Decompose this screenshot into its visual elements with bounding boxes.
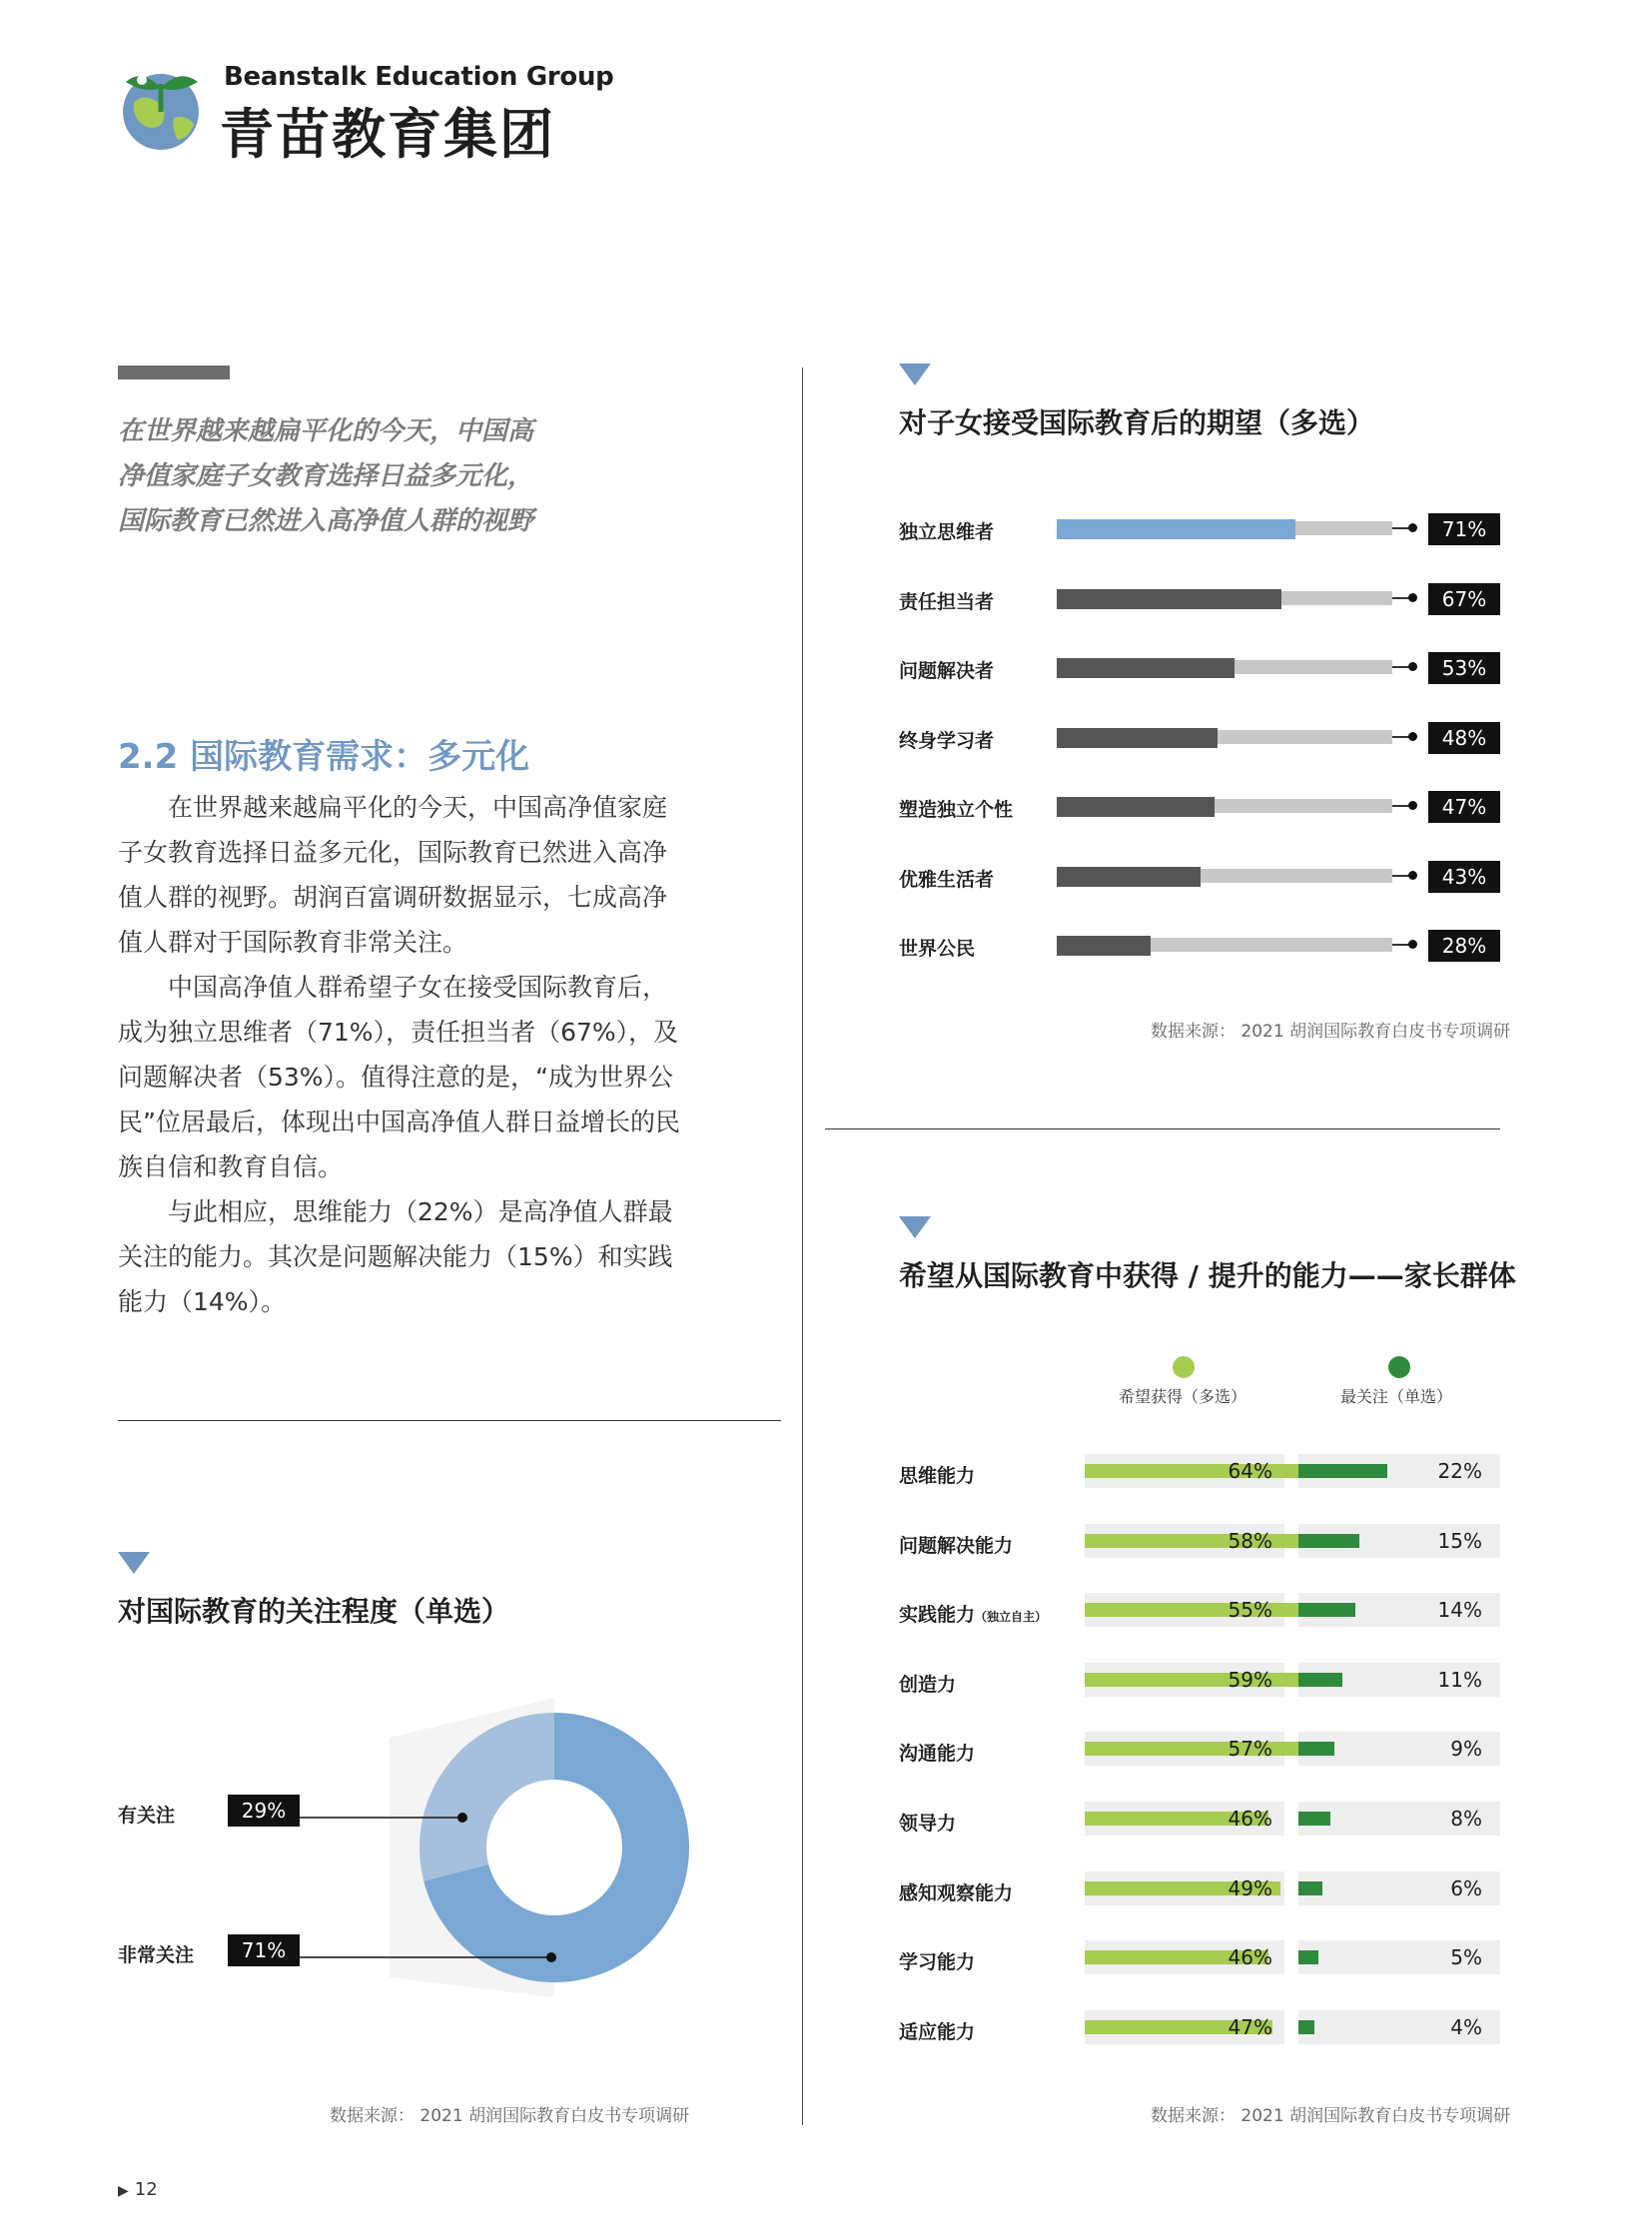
bar-value-series-2: 15% bbox=[1437, 1528, 1482, 1553]
bar-track bbox=[1057, 869, 1392, 883]
bar-label-text: 思维能力 bbox=[899, 1465, 976, 1487]
section-title: 2.2 国际教育需求：多元化 bbox=[118, 737, 530, 777]
bar-series-2 bbox=[1298, 1742, 1334, 1756]
bar-series-2 bbox=[1298, 1881, 1322, 1895]
donut-hole bbox=[486, 1780, 622, 1915]
bar-label: 世界公民 bbox=[899, 938, 976, 960]
legend-label-最关注: 最关注（单选） bbox=[1340, 1387, 1453, 1406]
bar-row bbox=[899, 1593, 1500, 1627]
bar-label: 独立思维者 bbox=[899, 521, 995, 543]
page-number-value: 12 bbox=[134, 2179, 158, 2200]
bar-track bbox=[1057, 730, 1392, 744]
bar-value-series-1: 49% bbox=[1228, 1875, 1272, 1900]
bar-label bbox=[899, 1947, 975, 1974]
bar-label bbox=[899, 1461, 975, 1488]
bar-value-label: 47% bbox=[1428, 791, 1500, 823]
bar-series-2 bbox=[1298, 1464, 1387, 1478]
bar-label-text: 沟通能力 bbox=[899, 1743, 976, 1766]
divider bbox=[118, 1420, 781, 1421]
brand-logo-icon bbox=[116, 62, 206, 152]
brand-name-english: Beanstalk Education Group bbox=[224, 62, 614, 92]
bar-value-series-1: 59% bbox=[1228, 1667, 1272, 1692]
legend-swatch-希望获得 bbox=[1173, 1356, 1195, 1378]
bar-value-label: 53% bbox=[1428, 652, 1500, 684]
leader-dot bbox=[1408, 871, 1417, 880]
bar-row bbox=[899, 1871, 1500, 1905]
bar-track bbox=[1057, 938, 1392, 952]
bar-value-series-2: 8% bbox=[1450, 1807, 1482, 1831]
bar-label bbox=[899, 1878, 1013, 1905]
bar-label bbox=[899, 1531, 1013, 1558]
bar bbox=[1057, 936, 1151, 956]
bar-track-series-2 bbox=[1298, 1940, 1500, 1974]
bar-value-series-2: 14% bbox=[1437, 1598, 1482, 1623]
paragraph: 与此相应，思维能力（22%）是高净值人群最关注的能力。其次是问题解决能力（15%）和实践能力（14%）。 bbox=[118, 1197, 673, 1316]
bar-label-text: 问题解决能力 bbox=[899, 1534, 1014, 1557]
bar-label-text: 感知观察能力 bbox=[899, 1881, 1014, 1904]
bar-track-series-2 bbox=[1298, 2010, 1500, 2044]
bar-value-series-1: 46% bbox=[1228, 1945, 1272, 1970]
leader-dot bbox=[1408, 801, 1417, 810]
bar-series-1 bbox=[1085, 1534, 1316, 1548]
donut-label-非常关注: 非常关注 bbox=[118, 1944, 195, 1966]
bar-row bbox=[899, 2010, 1500, 2044]
bar-value-series-1: 47% bbox=[1228, 2014, 1272, 2039]
triangle-marker-icon bbox=[118, 1552, 150, 1574]
bar-series-1 bbox=[1085, 1742, 1312, 1756]
bar-track-series-2 bbox=[1298, 1732, 1500, 1766]
bar-label: 优雅生活者 bbox=[899, 868, 995, 891]
bar-row bbox=[899, 583, 1500, 615]
divider bbox=[825, 1128, 1500, 1129]
column-divider bbox=[802, 368, 803, 2125]
bar-label: 责任担当者 bbox=[899, 590, 995, 613]
bar-value-series-2: 5% bbox=[1450, 1945, 1482, 1970]
bar-track bbox=[1057, 521, 1392, 535]
leader-dot-非常关注 bbox=[546, 1952, 556, 1962]
bar-row bbox=[899, 861, 1500, 893]
bar-label-text: 学习能力 bbox=[899, 1951, 976, 1974]
bar-row bbox=[899, 791, 1500, 823]
bar-value-series-1: 55% bbox=[1228, 1598, 1272, 1623]
pull-quote: 在世界越来越扁平化的今天，中国高净值家庭子女教育选择日益多元化，国际教育已然进入高净值人群的视野 bbox=[118, 416, 534, 536]
bar-row bbox=[899, 930, 1500, 962]
bar-row bbox=[899, 722, 1500, 754]
bar-track-series-2 bbox=[1298, 1593, 1500, 1627]
bar-label-text: 适应能力 bbox=[899, 2020, 976, 2043]
bar-row bbox=[899, 1663, 1500, 1697]
bar-value-series-1: 57% bbox=[1228, 1737, 1272, 1762]
bar-track bbox=[1057, 660, 1392, 674]
legend-swatch-最关注 bbox=[1388, 1356, 1410, 1378]
leader-dot bbox=[1408, 732, 1417, 741]
bar-label bbox=[899, 1809, 956, 1836]
donut-source: 数据来源： 2021 胡润国际教育白皮书专项调研 bbox=[330, 2106, 690, 2126]
leader-dot bbox=[1408, 593, 1417, 602]
bar-label-text: 领导力 bbox=[899, 1813, 957, 1835]
bar-track bbox=[1057, 799, 1392, 813]
bar-row bbox=[899, 1732, 1500, 1766]
donut-label-有关注: 有关注 bbox=[118, 1805, 176, 1827]
bar-value-series-1: 58% bbox=[1228, 1528, 1272, 1553]
bar-label-note: （独立自主） bbox=[975, 1610, 1048, 1625]
page-number bbox=[118, 2179, 158, 2200]
triangle-marker-icon bbox=[899, 364, 931, 385]
bar-value-label: 43% bbox=[1428, 861, 1500, 893]
bar-row bbox=[899, 1524, 1500, 1558]
bar-track-series-1 bbox=[1085, 1663, 1284, 1697]
bar-track-series-2 bbox=[1298, 1663, 1500, 1697]
bar-label bbox=[899, 1670, 956, 1697]
bar-value-series-1: 64% bbox=[1228, 1459, 1272, 1483]
bar-series-2 bbox=[1298, 1812, 1330, 1826]
bar-track-series-2 bbox=[1298, 1871, 1500, 1905]
leader-dot bbox=[1408, 940, 1417, 949]
bar-series-2 bbox=[1298, 1673, 1342, 1687]
donut-chart-title: 对国际教育的关注程度（单选） bbox=[118, 1595, 510, 1628]
brand-name-chinese: 青苗教育集团 bbox=[220, 103, 555, 166]
bar bbox=[1057, 519, 1295, 539]
bar-row bbox=[899, 1802, 1500, 1836]
bar-row bbox=[899, 1454, 1500, 1488]
bar-value-label: 28% bbox=[1428, 930, 1500, 962]
bar-series-2 bbox=[1298, 1603, 1355, 1617]
bar-value-series-2: 6% bbox=[1450, 1875, 1482, 1900]
bar bbox=[1057, 728, 1218, 748]
bar-track-series-1 bbox=[1085, 1802, 1284, 1836]
leader-dot bbox=[1408, 662, 1417, 671]
bar-value-label: 48% bbox=[1428, 722, 1500, 754]
bar-label-text: 实践能力 bbox=[899, 1604, 976, 1627]
bar-value-series-2: 9% bbox=[1450, 1737, 1482, 1762]
play-arrow-icon: ▶ bbox=[118, 2183, 129, 2199]
donut-value-有关注: 29% bbox=[228, 1795, 300, 1827]
bar-track-series-1 bbox=[1085, 1732, 1284, 1766]
decorative-bar bbox=[118, 366, 230, 379]
bar bbox=[1057, 589, 1281, 609]
paragraph: 中国高净值人群希望子女在接受国际教育后，成为独立思维者（71%），责任担当者（67%），及问题解决者（53%）。值得注意的是，“成为世界公民”位居最后，体现出中国高净值人群日益增长的民族自信和教育自信。 bbox=[118, 973, 680, 1181]
bar-value-label: 67% bbox=[1428, 583, 1500, 615]
bar-row bbox=[899, 513, 1500, 545]
bar-track-series-1 bbox=[1085, 2010, 1284, 2044]
bar-value-label: 71% bbox=[1428, 513, 1500, 545]
bar bbox=[1057, 797, 1215, 817]
bar-series-2 bbox=[1298, 1950, 1318, 1964]
ability-chart-title: 希望从国际教育中获得 / 提升的能力——家长群体 bbox=[899, 1259, 1516, 1292]
bar-track-series-1 bbox=[1085, 1454, 1284, 1488]
ability-source: 数据来源： 2021 胡润国际教育白皮书专项调研 bbox=[1151, 2106, 1511, 2126]
paragraph: 在世界越来越扁平化的今天，中国高净值家庭子女教育选择日益多元化，国际教育已然进入高净值人群的视野。胡润百富调研数据显示，七成高净值人群对于国际教育非常关注。 bbox=[118, 793, 668, 957]
bar-value-series-2: 11% bbox=[1437, 1667, 1482, 1692]
bar-track-series-1 bbox=[1085, 1871, 1284, 1905]
bar-track-series-1 bbox=[1085, 1940, 1284, 1974]
bar-series-1 bbox=[1085, 1673, 1320, 1687]
bar-track-series-1 bbox=[1085, 1524, 1284, 1558]
bar-row bbox=[899, 1940, 1500, 1974]
legend-label-希望获得: 希望获得（多选） bbox=[1119, 1387, 1247, 1406]
bar-label: 塑造独立个性 bbox=[899, 799, 1014, 821]
expectation-chart-title: 对子女接受国际教育后的期望（多选） bbox=[899, 406, 1375, 439]
bar-label-text: 创造力 bbox=[899, 1673, 957, 1696]
bar-label bbox=[899, 2017, 975, 2044]
bar-label: 终身学习者 bbox=[899, 729, 995, 752]
expectation-source: 数据来源： 2021 胡润国际教育白皮书专项调研 bbox=[1151, 1022, 1511, 1042]
bar-label: 问题解决者 bbox=[899, 660, 995, 682]
bar-label bbox=[899, 1739, 975, 1766]
leader-dot bbox=[1408, 523, 1417, 532]
bar-track bbox=[1057, 591, 1392, 605]
donut-value-非常关注: 71% bbox=[228, 1934, 300, 1966]
body-text bbox=[118, 785, 683, 1324]
bar-value-series-2: 4% bbox=[1450, 2014, 1482, 2039]
bar-value-series-2: 22% bbox=[1437, 1459, 1482, 1483]
bar-track-series-2 bbox=[1298, 1454, 1500, 1488]
bar-track-series-2 bbox=[1298, 1524, 1500, 1558]
bar-track-series-1 bbox=[1085, 1593, 1284, 1627]
bar-track-series-2 bbox=[1298, 1802, 1500, 1836]
bar bbox=[1057, 658, 1235, 678]
bar-series-2 bbox=[1298, 2020, 1314, 2034]
bar-row bbox=[899, 652, 1500, 684]
leader-dot-有关注 bbox=[457, 1813, 467, 1823]
bar-value-series-1: 46% bbox=[1228, 1807, 1272, 1831]
bar bbox=[1057, 867, 1201, 887]
triangle-marker-icon bbox=[899, 1216, 931, 1238]
bar-series-2 bbox=[1298, 1534, 1359, 1548]
bar-label bbox=[899, 1600, 1047, 1627]
